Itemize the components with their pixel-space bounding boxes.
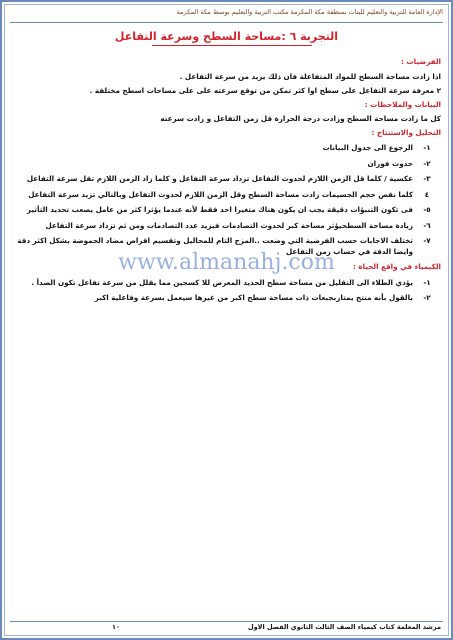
life-heading: الكيمياء في واقع الحياة : bbox=[352, 262, 441, 271]
item-number: ٧- bbox=[423, 236, 431, 245]
item-number: ١- bbox=[423, 277, 431, 287]
analysis-item bbox=[14, 221, 441, 232]
item-number: ١- bbox=[423, 143, 431, 152]
item-text: تختلف الاجابات حسب الفرضية التي وضعت ..المزج التام للمحاليل وتقسيم اقراص مضاد الحموضة بشكل اكثر دقة وايضا الدقة في حساب زمن التفاعل bbox=[17, 236, 413, 256]
item-number: ٤ bbox=[424, 189, 430, 199]
item-text: زيادة مساحة السطحيؤثر مساحة كبر لحدوث التصادمات فيزيد عدد التصادمات ومن ثم تزداد سرعة التفاعل bbox=[45, 220, 413, 230]
item-number: ٢- bbox=[423, 293, 431, 302]
hypotheses-heading: الفرضيات : bbox=[401, 57, 441, 66]
analysis-item bbox=[14, 205, 441, 216]
watermark: www.almanahj.com bbox=[118, 250, 335, 275]
item-text: يؤدي الطلاء الى التقليل من مساحة سطح الحديد المعرض للا كسجين مما يقلل من سرعة تفاعل تكون الصدأ . bbox=[31, 277, 413, 287]
life-item bbox=[14, 293, 441, 304]
data-heading: البيانات والملاحظات : bbox=[364, 99, 441, 109]
item-text: فى تكون التنبؤات دقيقة يجب ان يكون هناك متغيرا احد فقط لأنه عندما يؤثرا كثر من عامل يصعب تحديد التأثير bbox=[26, 205, 413, 214]
analysis-heading: التحليل والاستنتاج : bbox=[371, 127, 441, 137]
hypothesis-line: اذا زادت مساحة السطح للمواد المتفاعلة فان ذلك يزيد من سرعة التفاعل . bbox=[179, 71, 441, 81]
analysis-item bbox=[14, 143, 441, 154]
item-number: ٥- bbox=[423, 205, 431, 214]
item-text: بالقول بأنه منتج يمتازبجبعات ذات مساحة سطح اكبر من غيرها سيعمل بسرعة وفاعلية اكبر bbox=[94, 293, 413, 302]
analysis-item bbox=[14, 174, 441, 185]
item-text: الرجوع الى جدول البيانات bbox=[322, 143, 413, 152]
page-header: الإدارة العامة للتربية والتعليم للبنات بمنطقة مكة المكرمة مكتب التربية والتعليم بوسط مكة المكرمة bbox=[10, 8, 443, 23]
title-underline bbox=[152, 45, 312, 46]
page-title: التجربة ٦ :مساحة السطح وسرعة التفاعل bbox=[114, 30, 339, 43]
life-item bbox=[14, 278, 441, 289]
data-line: كل ما زادت مساحة السطح وزادت درجة الحرارة قل زمن التفاعل و زادت سرعته bbox=[160, 114, 441, 123]
hypothesis-line: ٢ معرفة سرعة التفاعل على سطح اوا كثر تمكن من توقع سرعته على على مساحات اسطح مختلفة . bbox=[89, 86, 441, 95]
analysis-item bbox=[14, 190, 441, 201]
page-footer bbox=[12, 623, 441, 634]
analysis-item bbox=[14, 159, 441, 170]
item-text: عكسية / كلما قل الزمن اللازم لحدوث التفاعل تزداد سرعة التفاعل و كلما زاد الزمن اللازم تقل سرعة التفاعل bbox=[26, 174, 413, 183]
footer-rule bbox=[10, 621, 443, 622]
footer-text: مرشد المعلمة كتاب كيمياء الصف الثالث الثانوي الفصل الاول bbox=[247, 623, 441, 631]
item-number: ٢- bbox=[423, 158, 431, 168]
item-number: ٣- bbox=[423, 174, 431, 183]
item-number: ٦- bbox=[423, 220, 431, 230]
item-text: حدوث فوران bbox=[367, 158, 413, 168]
page-number: ١٠ bbox=[112, 623, 120, 631]
item-text: كلما نقص حجم الجسيمات زادت مساحة السطح وقل الزمن اللازم لحدوث التفاعل وبالتالي تزيد سرعة التفاعل bbox=[28, 189, 413, 199]
